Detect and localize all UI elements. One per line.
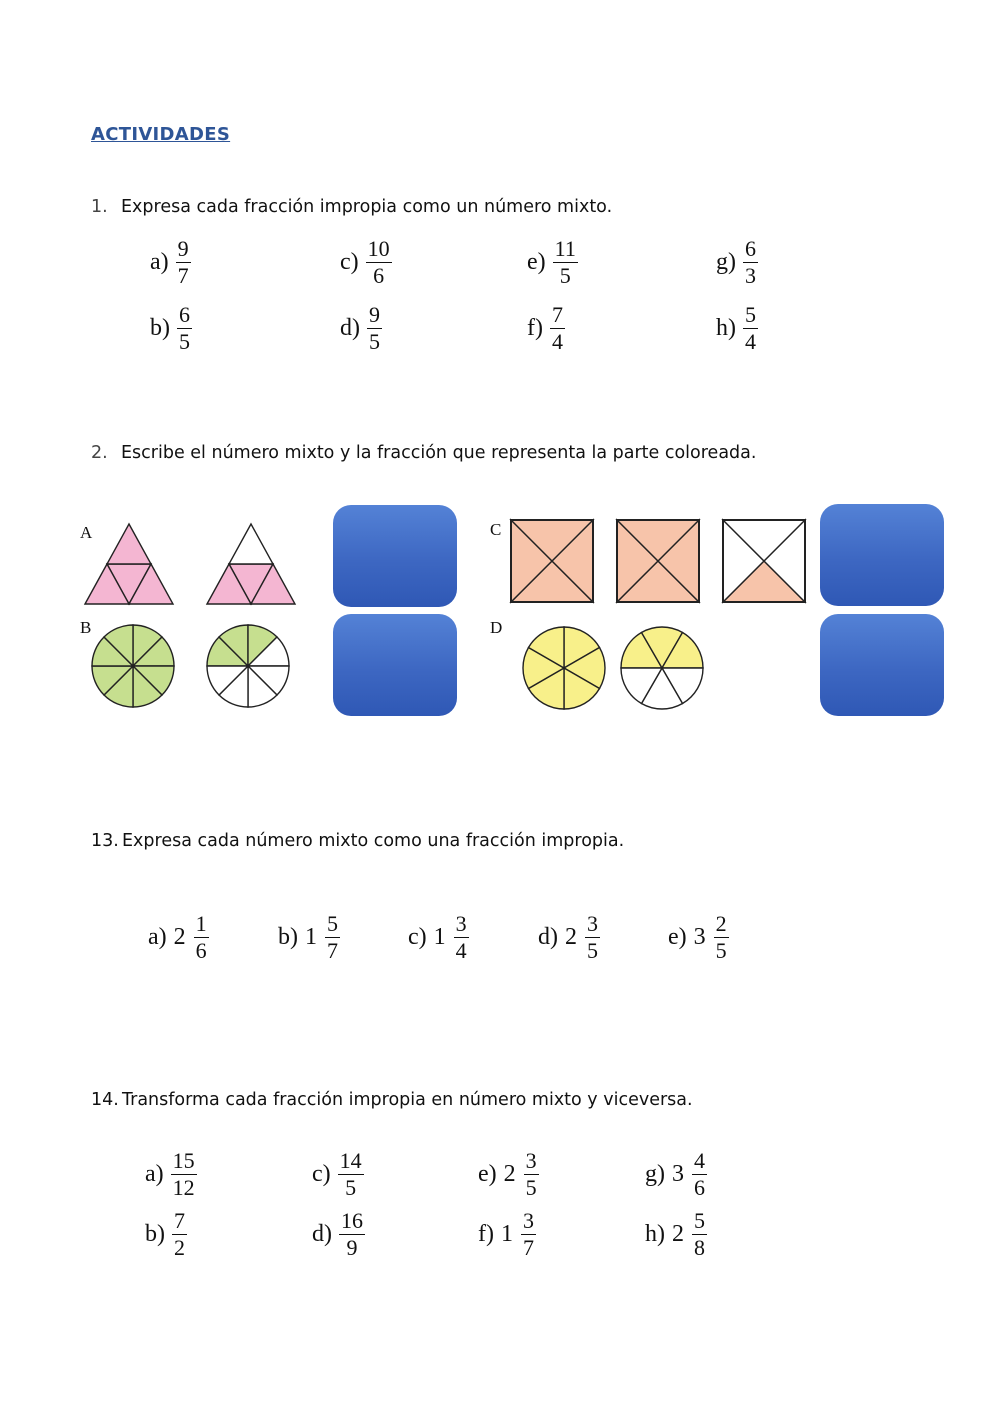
exercise1-text: Expresa cada fracción impropia como un número mixto. <box>121 197 613 217</box>
fraction <box>550 304 565 353</box>
fraction <box>367 304 382 353</box>
denominator: 12 <box>172 1175 195 1200</box>
whole-number: 3 <box>672 1161 684 1187</box>
exercise14-number: 14. <box>91 1090 119 1110</box>
exercise13-item-e <box>668 913 729 962</box>
whole-number: 3 <box>693 924 706 950</box>
item-label: b) <box>278 924 298 950</box>
item-label: h) <box>716 315 736 341</box>
fraction <box>176 238 191 287</box>
fraction <box>177 304 192 353</box>
denominator: 5 <box>179 329 190 354</box>
numerator: 16 <box>341 1208 363 1233</box>
exercise13-item-a <box>148 913 209 962</box>
figure-label-d: D <box>490 618 503 637</box>
denominator: 5 <box>525 1175 537 1200</box>
numerator: 1 <box>195 911 207 936</box>
whole-number: 1 <box>500 1221 513 1247</box>
numerator: 9 <box>177 236 189 261</box>
exercise1-number: 1. <box>91 197 108 217</box>
circle-figure-b2 <box>205 623 291 709</box>
exercise14-item-h <box>645 1210 707 1259</box>
item-label: a) <box>145 1161 164 1187</box>
exercise14-item-b <box>145 1210 187 1259</box>
denominator: 3 <box>745 263 756 288</box>
exercise1-item-d <box>340 304 382 353</box>
exercise1-item-c <box>340 238 392 287</box>
exercise14-text: Transforma cada fracción impropia en número mixto y viceversa. <box>122 1090 693 1110</box>
numerator: 3 <box>587 911 598 936</box>
answer-box-d[interactable] <box>820 614 944 716</box>
denominator: 5 <box>587 938 598 963</box>
denominator: 7 <box>522 1235 534 1260</box>
whole-number: 2 <box>565 924 577 950</box>
denominator: 6 <box>373 263 385 288</box>
item-label: a) <box>150 249 169 275</box>
numerator: 2 <box>715 911 727 936</box>
answer-box-a[interactable] <box>333 505 457 607</box>
numerator: 11 <box>554 236 576 261</box>
denominator: 6 <box>694 1175 705 1200</box>
exercise13-text: Expresa cada número mixto como una fracción impropia. <box>122 831 625 851</box>
square-figure-c1 <box>509 518 595 604</box>
denominator: 4 <box>455 938 467 963</box>
numerator: 15 <box>172 1148 195 1173</box>
fraction <box>338 1150 364 1199</box>
fraction <box>714 913 729 962</box>
denominator: 4 <box>745 329 756 354</box>
numerator: 7 <box>551 302 563 327</box>
numerator: 6 <box>745 236 756 261</box>
numerator: 5 <box>694 1208 705 1233</box>
circle-figure-d1 <box>521 625 607 711</box>
exercise1-instruction <box>91 197 612 217</box>
exercise2-instruction <box>91 443 756 463</box>
denominator: 5 <box>345 1175 357 1200</box>
triangle-part <box>107 524 151 564</box>
item-label: c) <box>408 924 427 950</box>
item-label: b) <box>150 315 170 341</box>
numerator: 9 <box>369 302 380 327</box>
whole-number: 2 <box>503 1161 516 1187</box>
exercise1-item-a <box>150 238 191 287</box>
fraction <box>524 1150 539 1199</box>
exercise1-item-f <box>527 304 565 353</box>
fraction <box>366 238 392 287</box>
figure-label-c: C <box>490 520 502 539</box>
exercise13-item-d <box>538 913 600 962</box>
fraction <box>692 1210 707 1259</box>
whole-number: 1 <box>305 924 317 950</box>
numerator: 3 <box>455 911 467 936</box>
triangle-figure-1 <box>83 522 175 606</box>
square-figure-c2 <box>615 518 701 604</box>
exercise13-item-c <box>408 913 469 962</box>
fraction <box>743 238 758 287</box>
exercise1-item-e <box>527 238 578 287</box>
denominator: 2 <box>174 1235 185 1260</box>
exercise14-item-e <box>478 1150 539 1199</box>
circle-figure-b1 <box>90 623 176 709</box>
exercise1-item-h <box>716 304 758 353</box>
denominator: 5 <box>559 263 571 288</box>
fraction <box>194 913 209 962</box>
answer-box-b[interactable] <box>333 614 457 716</box>
item-label: d) <box>312 1221 332 1247</box>
numerator: 10 <box>367 236 390 261</box>
numerator: 4 <box>694 1148 705 1173</box>
item-label: e) <box>478 1161 497 1187</box>
item-label: g) <box>716 249 736 275</box>
fraction <box>692 1150 707 1199</box>
item-label: b) <box>145 1221 165 1247</box>
exercise13-item-b <box>278 913 340 962</box>
exercise14-item-g <box>645 1150 707 1199</box>
item-label: e) <box>527 249 546 275</box>
exercise13-number: 13. <box>91 831 119 851</box>
item-label: h) <box>645 1221 665 1247</box>
numerator: 3 <box>522 1208 534 1233</box>
item-label: d) <box>340 315 360 341</box>
numerator: 14 <box>339 1148 362 1173</box>
exercise2-number: 2. <box>91 443 108 463</box>
triangle-part <box>229 524 273 564</box>
exercise14-item-a <box>145 1150 197 1199</box>
denominator: 8 <box>694 1235 705 1260</box>
item-label: g) <box>645 1161 665 1187</box>
item-label: a) <box>148 924 167 950</box>
numerator: 5 <box>745 302 756 327</box>
exercise1-item-g <box>716 238 758 287</box>
denominator: 7 <box>327 938 338 963</box>
exercise14-item-f <box>478 1210 536 1259</box>
fraction <box>172 1210 187 1259</box>
item-label: e) <box>668 924 687 950</box>
exercise1-item-b <box>150 304 192 353</box>
item-label: d) <box>538 924 558 950</box>
fraction <box>454 913 469 962</box>
fraction <box>521 1210 536 1259</box>
figure-label-a: A <box>80 523 93 542</box>
denominator: 5 <box>715 938 727 963</box>
circle-figure-d2 <box>619 625 705 711</box>
fraction <box>325 913 340 962</box>
exercise14-item-c <box>312 1150 364 1199</box>
numerator: 3 <box>525 1148 537 1173</box>
exercise14-item-d <box>312 1210 365 1259</box>
exercise2-text: Escribe el número mixto y la fracción que representa la parte coloreada. <box>121 443 757 463</box>
square-figure-c3 <box>721 518 807 604</box>
numerator: 7 <box>174 1208 185 1233</box>
fraction <box>171 1150 197 1199</box>
denominator: 6 <box>195 938 207 963</box>
numerator: 5 <box>327 911 338 936</box>
answer-box-c[interactable] <box>820 504 944 606</box>
page-heading: ACTIVIDADES <box>91 124 231 145</box>
denominator: 5 <box>369 329 380 354</box>
fraction <box>339 1210 365 1259</box>
denominator: 9 <box>346 1235 358 1260</box>
exercise13-instruction <box>91 831 624 851</box>
item-label: c) <box>312 1161 331 1187</box>
item-label: c) <box>340 249 359 275</box>
whole-number: 1 <box>433 924 446 950</box>
denominator: 7 <box>177 263 189 288</box>
exercise14-instruction <box>91 1090 693 1110</box>
figure-label-b: B <box>80 618 92 637</box>
fraction <box>743 304 758 353</box>
item-label: f) <box>478 1221 494 1247</box>
fraction <box>585 913 600 962</box>
item-label: f) <box>527 315 543 341</box>
whole-number: 2 <box>672 1221 684 1247</box>
numerator: 6 <box>179 302 190 327</box>
fraction <box>553 238 578 287</box>
triangle-figure-2 <box>205 522 297 606</box>
denominator: 4 <box>551 329 563 354</box>
whole-number: 2 <box>173 924 186 950</box>
